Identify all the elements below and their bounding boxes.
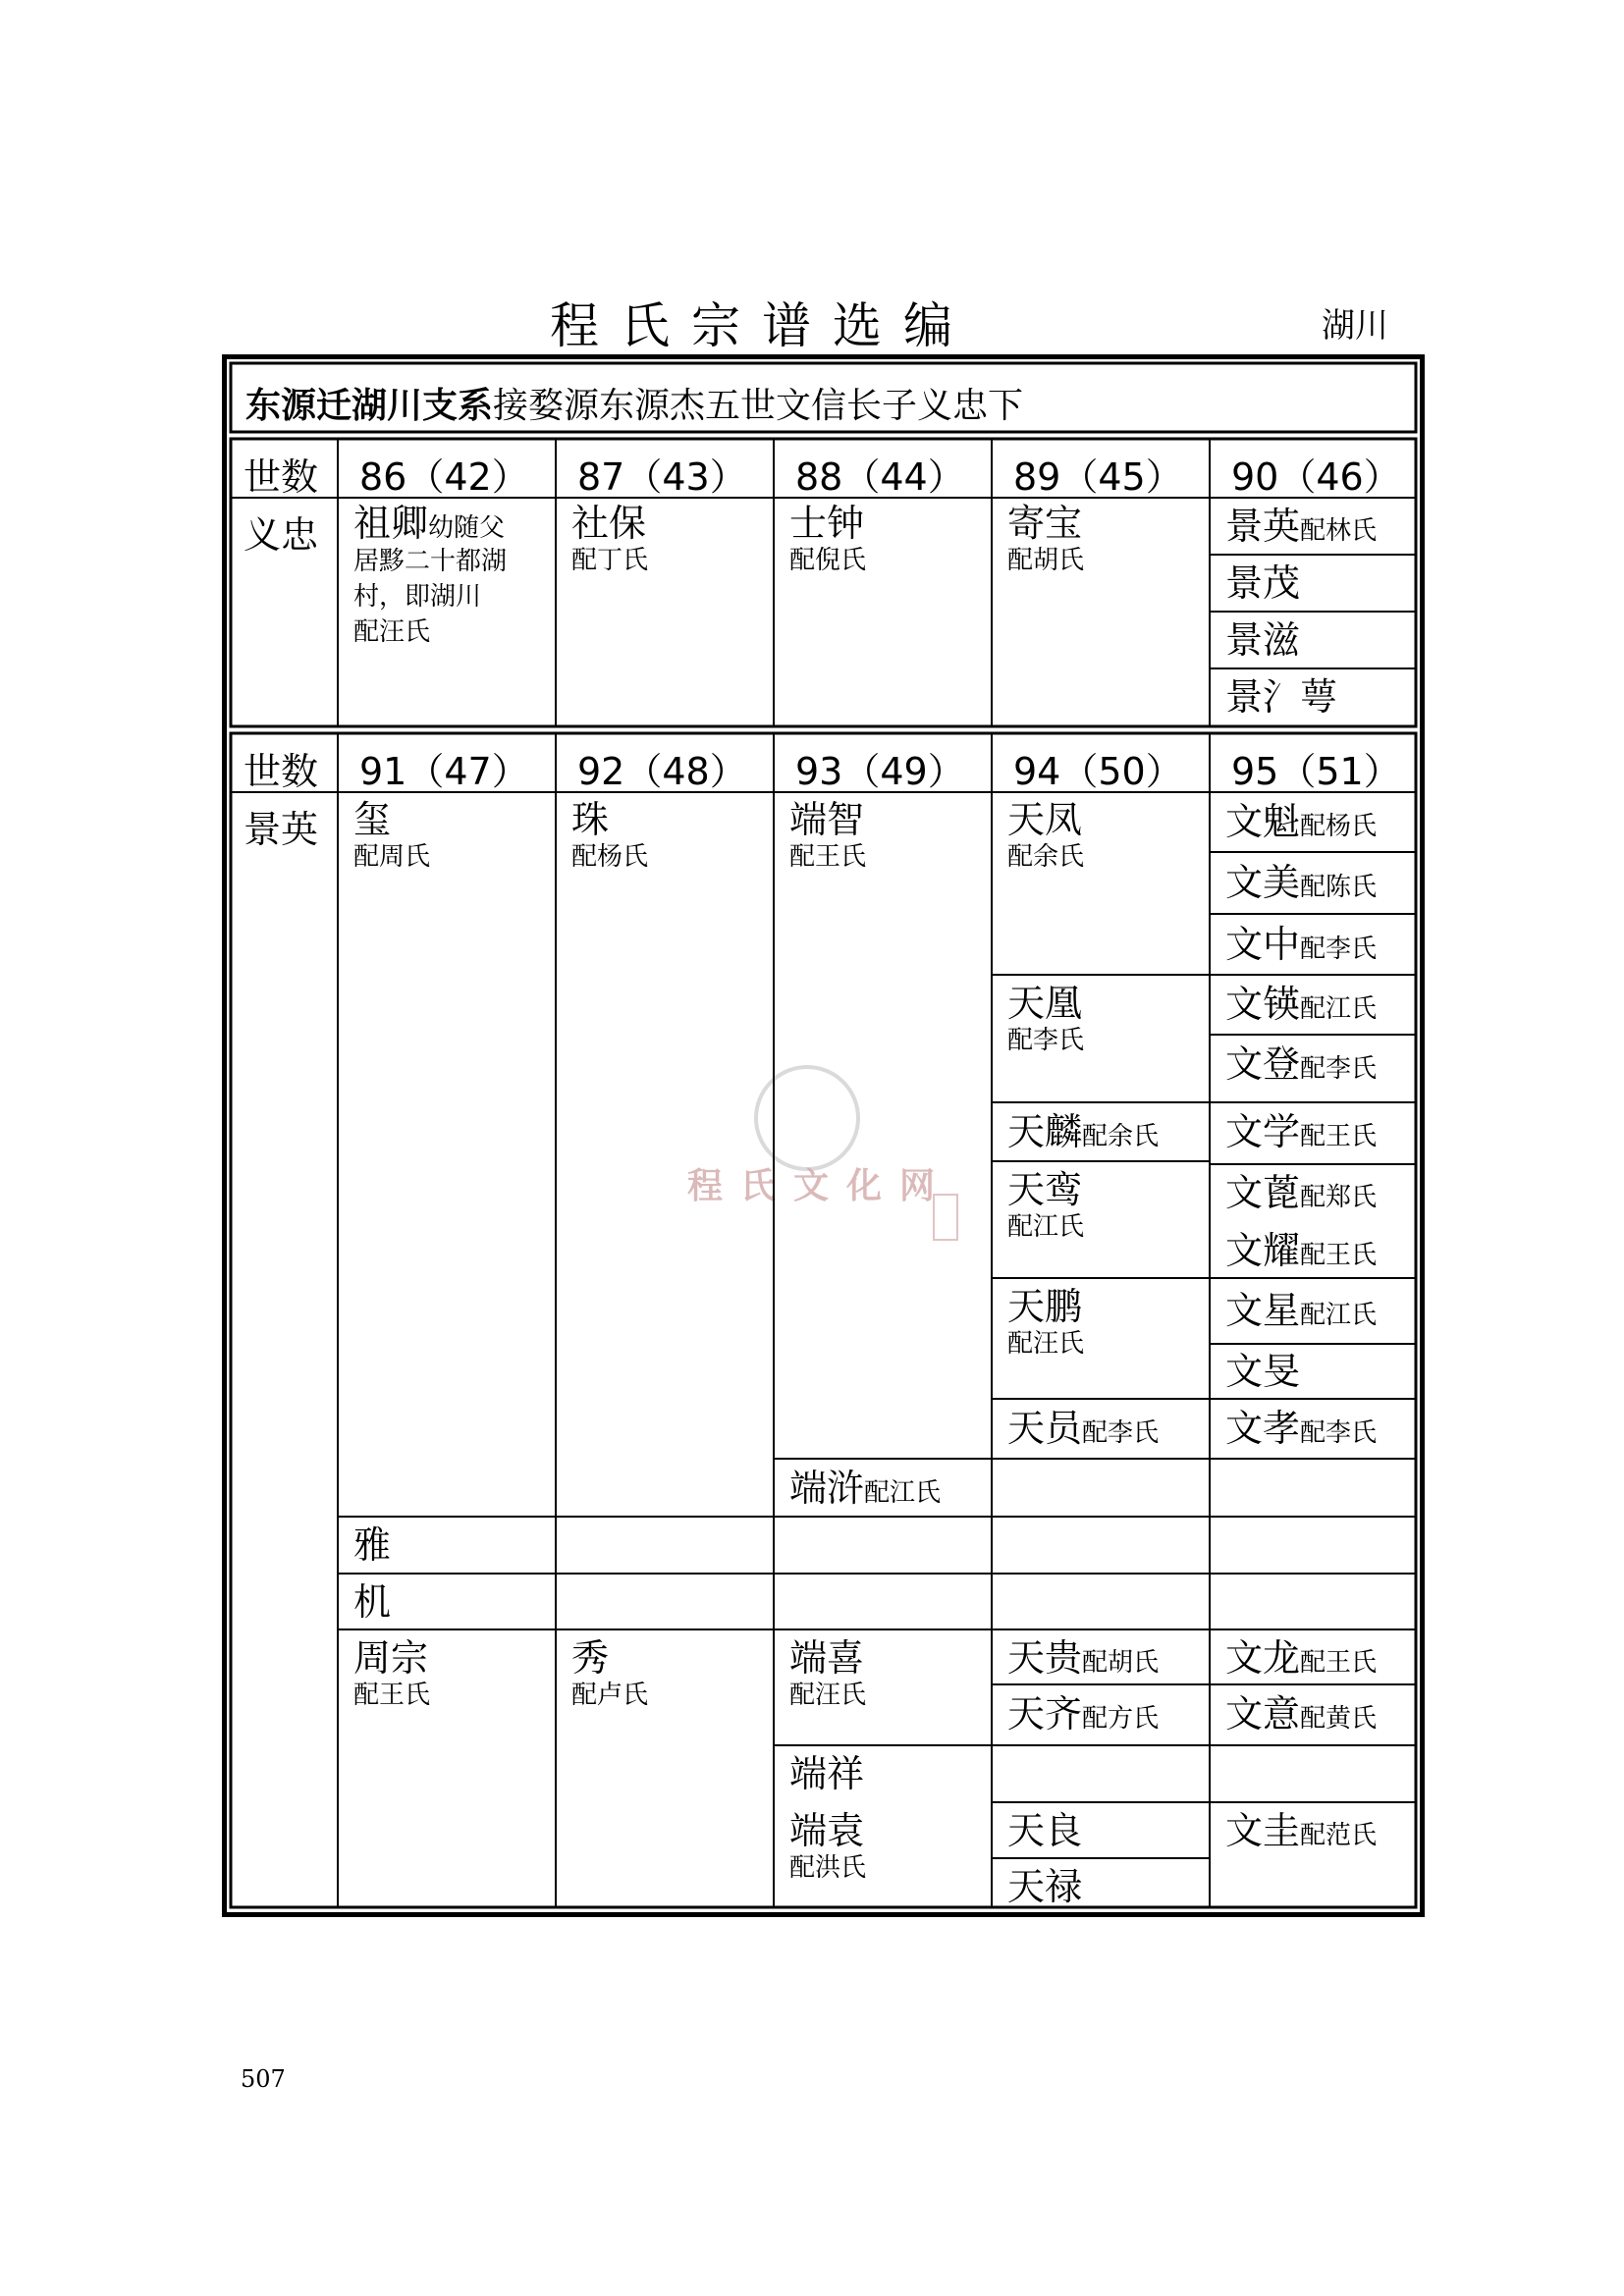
person-name: 端喜 <box>789 1636 865 1680</box>
person-name: 雅 <box>353 1523 392 1567</box>
person-spouse: 配倪氏 <box>789 546 867 575</box>
ancestor-label: 景英 <box>244 808 319 851</box>
person-name: 周宗 <box>353 1636 429 1680</box>
person-name: 祖卿 <box>353 502 429 545</box>
person-name: 珠 <box>571 798 610 841</box>
person-name: 玺 <box>353 798 392 841</box>
person-entry <box>353 1636 431 1710</box>
page-title: 程氏宗谱选编 <box>550 297 974 354</box>
person-name: 寄宝 <box>1007 502 1083 545</box>
person-spouse: 配陈氏 <box>1300 873 1378 902</box>
person-name: 端祥 <box>789 1752 865 1795</box>
person-spouse: 配李氏 <box>1300 1054 1378 1084</box>
person-name: 文旻 <box>1225 1350 1301 1393</box>
person-spouse: 配胡氏 <box>1007 546 1085 575</box>
person-entry <box>1225 861 1378 904</box>
person-name: 天麟 <box>1007 1110 1083 1153</box>
person-name: 文登 <box>1225 1042 1301 1086</box>
person-name: 天凤 <box>1007 798 1083 841</box>
page-subtitle: 湖川 <box>1322 306 1388 346</box>
person-entry <box>353 502 550 650</box>
person-spouse: 配王氏 <box>1300 1122 1378 1151</box>
person-spouse: 配林氏 <box>1300 516 1378 546</box>
person-entry <box>1225 505 1378 548</box>
person-entry <box>1007 1168 1085 1242</box>
person-entry <box>1225 1110 1378 1153</box>
person-entry <box>1007 982 1085 1055</box>
person-entry <box>1225 1692 1378 1735</box>
generation-header-87: 87（43） <box>577 455 747 499</box>
person-spouse: 配王氏 <box>1300 1241 1378 1270</box>
person-entry <box>1007 502 1085 575</box>
person-name: 天凰 <box>1007 982 1083 1025</box>
person-spouse: 配洪氏 <box>789 1853 867 1883</box>
person-spouse: 配李氏 <box>1300 934 1378 964</box>
person-spouse: 配李氏 <box>1007 1026 1085 1055</box>
person-spouse: 配胡氏 <box>1082 1648 1160 1678</box>
branch-name: 东源迁湖川支系 <box>245 386 494 426</box>
person-name: 文锳 <box>1225 983 1301 1026</box>
person-entry <box>1225 800 1378 843</box>
person-name: 天禄 <box>1007 1865 1083 1908</box>
branch-description: 接婺源东源杰五世文信长子义忠下 <box>493 386 1024 426</box>
watermark-text: 程氏文化网 <box>687 1165 953 1206</box>
person-name: 文圭 <box>1225 1809 1301 1852</box>
person-entry <box>571 798 649 872</box>
person-spouse: 配王氏 <box>1300 1648 1378 1678</box>
person-name: 社保 <box>571 502 647 545</box>
person-spouse: 配杨氏 <box>571 842 649 872</box>
person-spouse: 配汪氏 <box>1007 1329 1085 1359</box>
person-note: 居黟二十都湖 <box>353 547 508 576</box>
person-name: 天贵 <box>1007 1636 1083 1680</box>
generation-header-label: 世数 <box>244 750 319 793</box>
person-spouse: 配卢氏 <box>571 1681 649 1710</box>
person-name: 景氵萼 <box>1225 675 1338 719</box>
person-name: 景英 <box>1225 505 1301 548</box>
person-entry <box>789 798 867 872</box>
person-entry <box>1007 1636 1160 1680</box>
person-entry <box>1225 1289 1378 1332</box>
generation-header-90: 90（46） <box>1231 455 1401 499</box>
person-name: 士钟 <box>789 502 865 545</box>
person-entry <box>1007 1110 1160 1153</box>
person-spouse: 配黄氏 <box>1300 1704 1378 1734</box>
person-spouse: 配江氏 <box>864 1478 942 1508</box>
person-name: 秀 <box>571 1636 610 1680</box>
person-name: 天齐 <box>1007 1692 1083 1735</box>
person-name: 端智 <box>789 798 865 841</box>
person-note: 幼随父 <box>428 513 506 543</box>
generation-header-93: 93（49） <box>795 750 965 793</box>
person-spouse: 配范氏 <box>1300 1821 1378 1850</box>
person-entry <box>1007 1407 1160 1450</box>
person-name: 天良 <box>1007 1809 1083 1852</box>
person-name: 文魁 <box>1225 800 1301 843</box>
person-entry <box>571 502 649 575</box>
person-entry <box>353 798 431 872</box>
person-entry <box>1225 1809 1378 1852</box>
person-name: 天员 <box>1007 1407 1083 1450</box>
person-name: 端袁 <box>789 1809 865 1852</box>
generation-header-88: 88（44） <box>795 455 965 499</box>
person-spouse: 配李氏 <box>1082 1418 1160 1448</box>
person-spouse: 配李氏 <box>1300 1418 1378 1448</box>
person-name: 端浒 <box>789 1467 865 1510</box>
person-entry <box>789 1636 867 1710</box>
person-name: 文学 <box>1225 1110 1301 1153</box>
person-spouse: 配杨氏 <box>1300 812 1378 841</box>
person-name: 文星 <box>1225 1289 1301 1332</box>
person-entry <box>1225 923 1378 966</box>
person-spouse: 配王氏 <box>353 1681 431 1710</box>
person-name: 天鹏 <box>1007 1285 1083 1328</box>
page-number: 507 <box>241 2065 286 2093</box>
person-entry <box>1225 1407 1378 1450</box>
person-name: 天鸾 <box>1007 1168 1083 1211</box>
person-entry <box>789 1467 942 1510</box>
person-entry <box>571 1636 649 1710</box>
person-spouse: 配江氏 <box>1300 994 1378 1024</box>
person-spouse: 配周氏 <box>353 842 431 872</box>
person-name: 机 <box>353 1580 392 1624</box>
person-name: 景滋 <box>1225 618 1301 662</box>
person-spouse: 配余氏 <box>1007 842 1085 872</box>
person-spouse: 配江氏 <box>1007 1212 1085 1242</box>
person-note: 村，即湖川 <box>353 582 482 612</box>
ancestor-label: 义忠 <box>244 513 319 557</box>
person-name: 文耀 <box>1225 1229 1301 1272</box>
generation-header-95: 95（51） <box>1231 750 1401 793</box>
person-name: 文意 <box>1225 1692 1301 1735</box>
person-name: 文中 <box>1225 923 1301 966</box>
person-entry <box>1225 1636 1378 1680</box>
person-entry <box>789 1809 867 1883</box>
person-spouse: 配王氏 <box>789 842 867 872</box>
generation-header-86: 86（42） <box>359 455 529 499</box>
person-spouse: 配郑氏 <box>1300 1183 1378 1212</box>
generation-header-label: 世数 <box>244 455 319 499</box>
branch-title <box>245 378 1023 428</box>
person-entry <box>1225 1171 1378 1214</box>
person-name: 文龙 <box>1225 1636 1301 1680</box>
person-entry <box>1007 1692 1160 1735</box>
generation-header-89: 89（45） <box>1013 455 1183 499</box>
person-entry <box>789 502 867 575</box>
person-entry <box>1225 1042 1378 1086</box>
person-name: 文蓖 <box>1225 1171 1301 1214</box>
person-spouse: 配江氏 <box>1300 1301 1378 1330</box>
person-spouse: 配丁氏 <box>571 546 649 575</box>
generation-header-91: 91（47） <box>359 750 529 793</box>
person-entry <box>1225 1229 1378 1272</box>
generation-header-94: 94（50） <box>1013 750 1183 793</box>
person-spouse: 配汪氏 <box>789 1681 867 1710</box>
person-spouse: 配汪氏 <box>353 617 431 647</box>
person-name: 文孝 <box>1225 1407 1301 1450</box>
person-name: 文美 <box>1225 861 1301 904</box>
person-spouse: 配方氏 <box>1082 1704 1160 1734</box>
person-spouse: 配余氏 <box>1082 1122 1160 1151</box>
person-entry <box>1007 798 1085 872</box>
person-entry <box>1007 1285 1085 1359</box>
person-name: 景茂 <box>1225 561 1301 605</box>
person-entry <box>1225 983 1378 1026</box>
generation-header-92: 92（48） <box>577 750 747 793</box>
